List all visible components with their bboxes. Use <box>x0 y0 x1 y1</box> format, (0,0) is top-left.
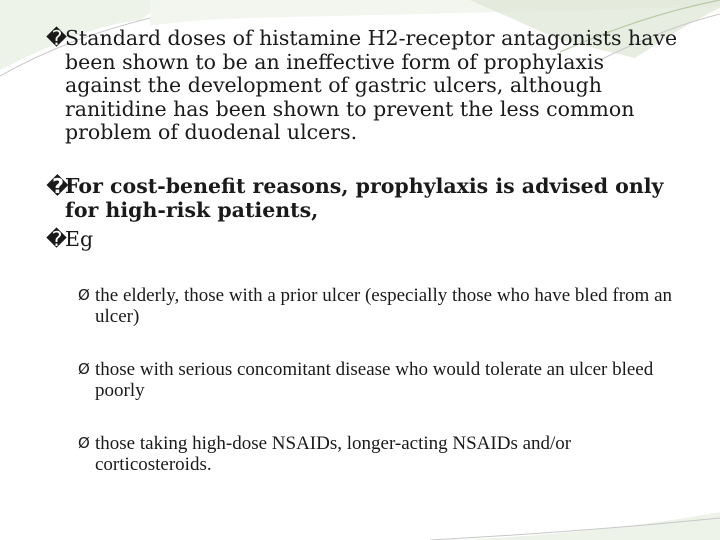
sub-bullet-text: those with serious concomitant disease who would tolerate an ulcer bleed poorly <box>95 359 654 401</box>
sub-bullet-item <box>78 433 678 475</box>
arrow-bullet-icon: Ø <box>78 360 90 378</box>
paragraph-text: For cost-benefit reasons, prophylaxis is advised only for high-risk patients, <box>65 174 664 222</box>
bullet-marker: � <box>46 227 68 251</box>
paragraph-h2-antagonists <box>46 27 686 145</box>
bullet-marker: � <box>46 174 69 198</box>
paragraph-eg <box>46 228 686 252</box>
paragraph-text: Eg <box>65 227 94 251</box>
paragraph-text: Standard doses of histamine H2-receptor antagonists have been shown to be an ineffective form of prophylaxis against the development of gastric ulcers, although ranitidine has been shown to prevent the less common problem of duodenal ulcers. <box>65 26 678 144</box>
sub-bullet-text: those taking high-dose NSAIDs, longer-acting NSAIDs and/or corticosteroids. <box>95 433 572 475</box>
arrow-bullet-icon: Ø <box>78 434 90 452</box>
arrow-bullet-icon: Ø <box>78 286 90 304</box>
sub-bullet-item <box>78 359 678 401</box>
sub-bullet-text: the elderly, those with a prior ulcer (especially those who have bled from an ulcer) <box>95 285 673 327</box>
sub-bullet-item <box>78 285 678 327</box>
paragraph-cost-benefit <box>46 175 686 222</box>
bullet-marker: � <box>46 26 68 50</box>
